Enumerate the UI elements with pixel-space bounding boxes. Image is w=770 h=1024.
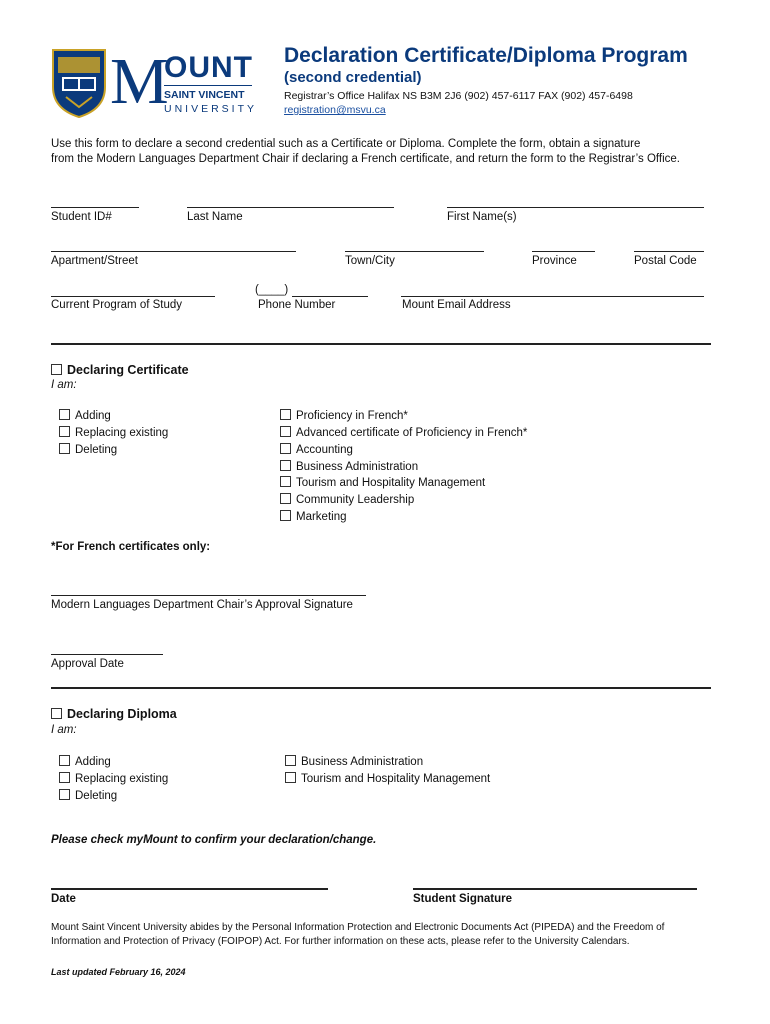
page-title: Declaration Certificate/Diploma Program	[284, 44, 688, 67]
postal-code-label: Postal Code	[634, 255, 697, 267]
certificate-checkbox[interactable]	[51, 364, 62, 375]
student-id-label: Student ID#	[51, 211, 112, 223]
checkbox[interactable]	[59, 789, 70, 800]
phone-field[interactable]	[292, 296, 368, 297]
option-label: Replacing existing	[75, 773, 169, 785]
declaring-certificate-heading[interactable]	[51, 363, 189, 377]
checkbox[interactable]	[280, 426, 291, 437]
checkbox[interactable]	[280, 443, 291, 454]
option-label: Deleting	[75, 444, 118, 456]
option-label: Replacing existing	[75, 427, 169, 439]
approval-date-label: Approval Date	[51, 658, 124, 670]
option-label: Deleting	[75, 790, 118, 802]
checkbox[interactable]	[285, 772, 296, 783]
first-name-label: First Name(s)	[447, 211, 517, 223]
page-subtitle: (second credential)	[284, 69, 422, 86]
diploma-i-am: I am:	[51, 724, 77, 736]
crest-icon	[50, 47, 108, 119]
checkbox[interactable]	[59, 426, 70, 437]
dip-action-deleting[interactable]	[59, 789, 117, 802]
checkbox[interactable]	[59, 772, 70, 783]
phone-area-code: (____)	[255, 284, 289, 296]
logo-m: M	[110, 45, 169, 118]
option-label: Community Leadership	[296, 494, 415, 506]
registrar-email-link[interactable]: registration@msvu.ca	[284, 104, 386, 116]
option-label: Business Administration	[296, 461, 419, 473]
student-signature-label: Student Signature	[413, 893, 513, 905]
declaring-diploma-heading[interactable]	[51, 707, 177, 721]
checkbox[interactable]	[280, 510, 291, 521]
checkbox[interactable]	[285, 755, 296, 766]
diploma-heading-text: Declaring Diploma	[67, 707, 177, 721]
checkbox[interactable]	[59, 409, 70, 420]
cert-action-replacing[interactable]	[59, 426, 168, 439]
province-field[interactable]	[532, 251, 595, 252]
postal-code-field[interactable]	[634, 251, 704, 252]
program-field[interactable]	[51, 296, 215, 297]
cert-action-adding[interactable]	[59, 409, 111, 422]
town-field[interactable]	[345, 251, 484, 252]
option-label: Business Administration	[301, 756, 424, 768]
province-label: Province	[532, 255, 577, 267]
cert-option-advanced-french[interactable]	[280, 426, 527, 439]
option-label: Adding	[75, 756, 111, 768]
certificate-heading-text: Declaring Certificate	[67, 363, 189, 377]
option-label: Marketing	[296, 511, 347, 523]
apartment-field[interactable]	[51, 251, 296, 252]
mount-email-field[interactable]	[401, 296, 704, 297]
option-label: Accounting	[296, 444, 353, 456]
option-label: Proficiency in French*	[296, 410, 408, 422]
student-signature-field[interactable]	[413, 888, 697, 890]
dip-option-business[interactable]	[285, 755, 423, 768]
dip-action-adding[interactable]	[59, 755, 111, 768]
intro-line-1: Use this form to declare a second credential such as a Certificate or Diploma. Complete the form, obtain a signature	[51, 138, 641, 150]
intro-line-2: from the Modern Languages Department Chair if declaring a French certificate, and return the form to the Registrar’s Office.	[51, 153, 680, 165]
student-id-field[interactable]	[51, 207, 139, 208]
logo-ount: OUNT	[164, 51, 253, 84]
cert-option-community[interactable]	[280, 493, 414, 506]
dip-option-tourism[interactable]	[285, 772, 490, 785]
checkbox[interactable]	[280, 476, 291, 487]
option-label: Advanced certificate of Proficiency in French*	[296, 427, 528, 439]
cert-option-accounting[interactable]	[280, 443, 353, 456]
cert-option-business[interactable]	[280, 460, 418, 473]
registrar-contact: Registrar’s Office Halifax NS B3M 2J6 (902) 457-6117 FAX (902) 457-6498	[284, 90, 633, 102]
checkbox[interactable]	[280, 409, 291, 420]
certificate-i-am: I am:	[51, 379, 77, 391]
phone-label: Phone Number	[258, 299, 336, 311]
cert-option-french[interactable]	[280, 409, 408, 422]
last-name-label: Last Name	[187, 211, 243, 223]
option-label: Adding	[75, 410, 111, 422]
option-label: Tourism and Hospitality Management	[301, 773, 491, 785]
checkbox[interactable]	[280, 493, 291, 504]
cert-option-tourism[interactable]	[280, 476, 485, 489]
approval-signature-label: Modern Languages Department Chair’s Approval Signature	[51, 599, 353, 611]
option-label: Tourism and Hospitality Management	[296, 477, 486, 489]
privacy-line-1: Mount Saint Vincent University abides by the Personal Information Protection and Electronic Documents Act (PIPEDA) and the Freedom of	[51, 922, 665, 933]
mount-email-label: Mount Email Address	[402, 299, 511, 311]
university-logo	[50, 47, 256, 119]
checkbox[interactable]	[280, 460, 291, 471]
last-name-field[interactable]	[187, 207, 394, 208]
program-label: Current Program of Study	[51, 299, 183, 311]
diploma-checkbox[interactable]	[51, 708, 62, 719]
logo-university: UNIVERSITY	[164, 103, 258, 115]
french-note: *For French certificates only:	[51, 541, 211, 553]
logo-saint-vincent: SAINT VINCENT	[164, 89, 245, 101]
date-field[interactable]	[51, 888, 328, 890]
approval-date-field[interactable]	[51, 654, 163, 655]
cert-action-deleting[interactable]	[59, 443, 117, 456]
section-divider	[51, 343, 711, 345]
checkbox[interactable]	[59, 755, 70, 766]
last-updated: Last updated February 16, 2024	[51, 967, 186, 977]
date-label: Date	[51, 893, 76, 905]
town-label: Town/City	[345, 255, 395, 267]
approval-signature-field[interactable]	[51, 595, 366, 596]
section-divider	[51, 687, 711, 689]
dip-action-replacing[interactable]	[59, 772, 168, 785]
check-mymount-note: Please check myMount to confirm your declaration/change.	[51, 834, 377, 846]
apartment-label: Apartment/Street	[51, 255, 138, 267]
first-name-field[interactable]	[447, 207, 704, 208]
checkbox[interactable]	[59, 443, 70, 454]
privacy-line-2: Information and Protection of Privacy (FOIPOP) Act. For further information on these acts, please refer to the University Calendars.	[51, 936, 630, 947]
cert-option-marketing[interactable]	[280, 510, 347, 523]
